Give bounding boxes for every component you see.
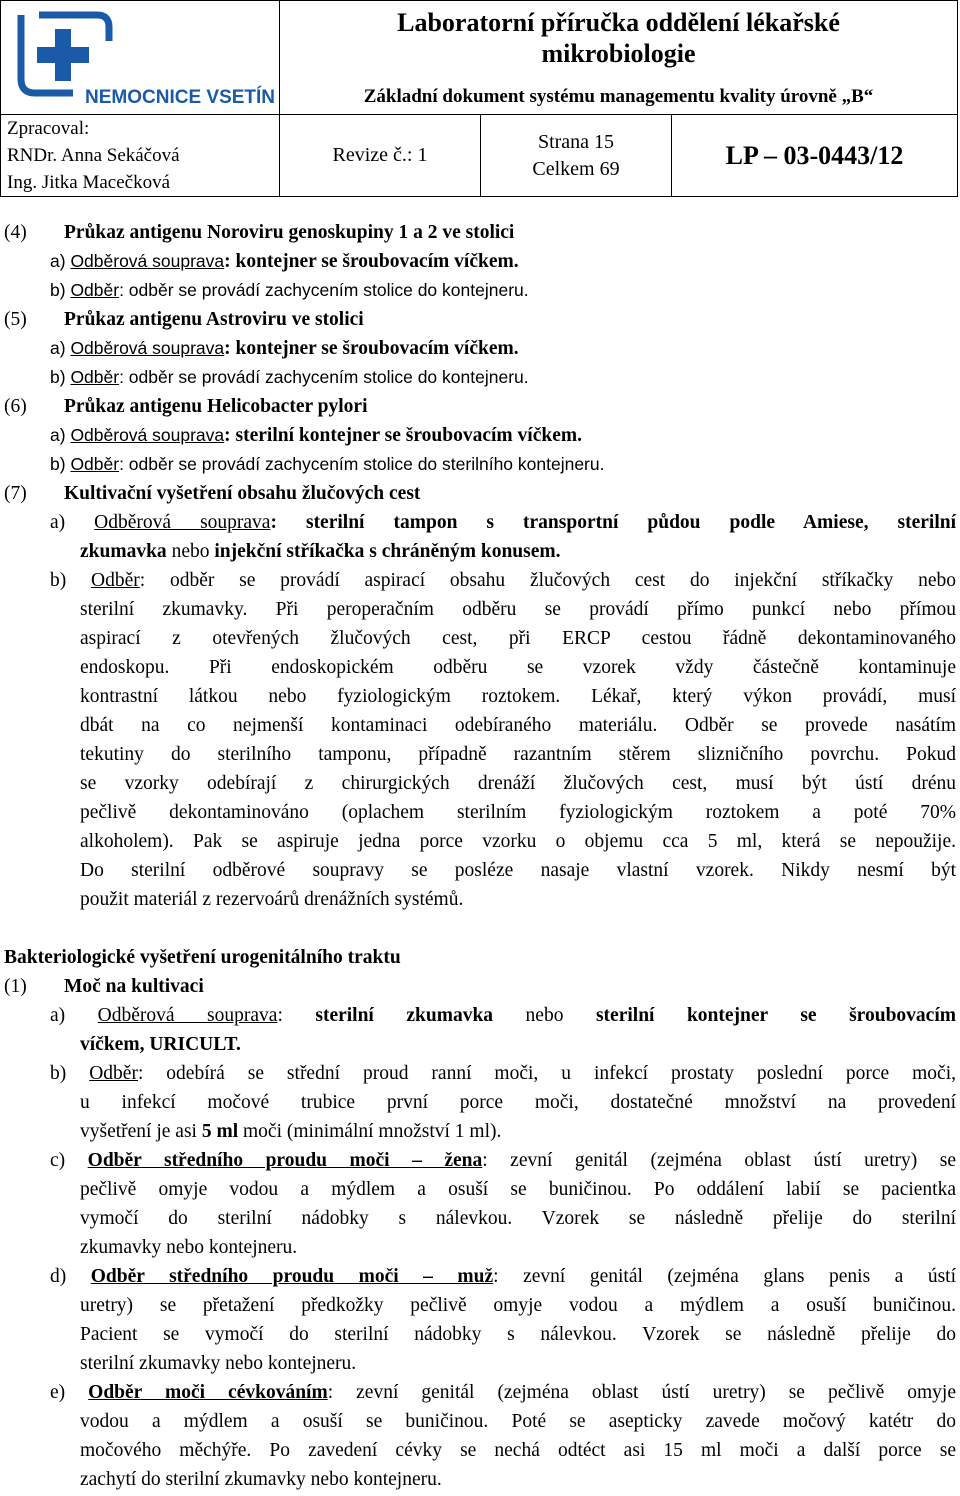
list-item-a — [0, 508, 960, 537]
sub-prefix: d) — [50, 1266, 91, 1287]
code-cell — [672, 115, 958, 197]
paragraph-line — [0, 798, 960, 827]
logo-cross-horizontal — [37, 47, 89, 63]
paragraph-text: dbát na co nejmenší kontaminaci odebíraného materiálu. Odběr se provede nasátím — [80, 715, 956, 736]
collection-text: : odběr se provádí zachycením stolice do sterilního kontejneru. — [119, 454, 605, 474]
revision-cell — [280, 115, 481, 197]
paragraph-line — [0, 1291, 960, 1320]
kit-bold-2: sterilní kontejner se šroubovacím — [595, 1005, 956, 1026]
paragraph-line — [0, 1320, 960, 1349]
item-title: Průkaz antigenu Astroviru ve stolici — [64, 309, 364, 330]
paragraph-text: vodou a mýdlem a osuší se buničinou. Poté se asepticky zavede močový katétr do — [80, 1411, 956, 1432]
paragraph-text: zkumavky nebo kontejneru. — [80, 1237, 298, 1258]
paragraph-text: tekutiny do sterilního tamponu, případně razantním stěrem slizničního povrchu. Pokud — [80, 744, 956, 765]
collection-label: Odběr — [89, 1063, 138, 1084]
procedure-text: : zevní genitál (zejména oblast ústí uretry) se pečlivě omyje — [327, 1382, 957, 1403]
paragraph-text: alkoholem). Pak se aspiruje jedna porce vzorku o objemu cca 5 ml, která se nepoužije. — [80, 831, 956, 852]
logo-frame-top-shape — [39, 15, 109, 41]
list-item-b — [0, 276, 960, 305]
paragraph-text: vyšetření je asi — [80, 1121, 202, 1142]
procedure-label: Odběr moči cévkováním — [88, 1382, 328, 1403]
document-title: Laboratorní příručka oddělení lékařské mikrobiologie — [397, 8, 840, 68]
prepared-label: Zpracoval: — [7, 118, 90, 139]
paragraph-line — [0, 1088, 960, 1117]
collection-text: : odběr se provádí zachycením stolice do kontejneru. — [119, 367, 529, 387]
volume-value: 5 ml — [201, 1121, 239, 1142]
sub-prefix: b) — [50, 454, 71, 474]
list-item-a — [0, 334, 960, 363]
kit-bold-1: zkumavka — [80, 541, 167, 562]
revision-label: Revize č.: 1 — [332, 144, 428, 166]
sub-prefix: a) — [50, 251, 71, 271]
sub-prefix: b) — [50, 280, 71, 300]
page-total: Celkem 69 — [532, 157, 620, 180]
list-item-a — [0, 1001, 960, 1030]
kit-sep: : — [277, 1005, 316, 1026]
paragraph-text: pečlivě dekontaminováno (oplachem sterilním fyziologickým roztokem a poté 70% — [80, 802, 956, 823]
sub-prefix: b) — [50, 1063, 90, 1084]
document-code: LP – 03-0443/12 — [725, 140, 904, 170]
collection-text-line-1: : odebírá se střední proud ranní moči, u infekcí prostaty poslední porce moči, — [137, 1063, 956, 1084]
list-item-a — [0, 247, 960, 276]
item-number: (1) — [4, 976, 27, 997]
item-title: Kultivační vyšetření obsahu žlučových cest — [64, 483, 421, 504]
section-heading — [0, 943, 960, 972]
page-number: Strana 15 — [537, 130, 615, 153]
paragraph-line — [0, 1407, 960, 1436]
paragraph-line — [0, 1436, 960, 1465]
item-number: (4) — [4, 222, 27, 243]
list-item-b — [0, 450, 960, 479]
paragraph-line — [0, 1175, 960, 1204]
paragraph-line — [0, 1465, 960, 1494]
kit-text-line-2: víčkem, URICULT. — [80, 1034, 241, 1055]
paragraph-line — [0, 827, 960, 856]
paragraph-text: sterilní zkumavky. Při peroperačním odběru se provádí přímo punkcí nebo přímou — [80, 599, 956, 620]
list-item-b — [0, 363, 960, 392]
authors-cell — [1, 115, 280, 197]
paragraph-line — [0, 856, 960, 885]
kit-bold-1: sterilní zkumavka — [315, 1005, 494, 1026]
paragraph-line — [0, 595, 960, 624]
paragraph-line — [0, 769, 960, 798]
list-item-c — [0, 1146, 960, 1175]
sub-prefix: a) — [50, 425, 71, 445]
page-cell — [481, 115, 672, 197]
kit-connector: nebo — [166, 541, 215, 562]
collection-label: Odběr — [70, 280, 120, 300]
list-item-a — [0, 421, 960, 450]
paragraph-text: Pacient se vymočí do sterilní nádobky s nálevkou. Vzorek se následně přelije do — [80, 1324, 956, 1345]
kit-label: Odběrová souprava — [70, 338, 225, 358]
kit-label: Odběrová souprava — [94, 512, 271, 533]
paragraph-text: u infekcí močové trubice první porce moči, dostatečné množství na provedení — [80, 1092, 956, 1113]
kit-text: : sterilní kontejner se šroubovacím víčkem. — [224, 425, 582, 446]
kit-text: : kontejner se šroubovacím víčkem. — [224, 338, 519, 359]
item-title: Průkaz antigenu Noroviru genoskupiny 1 a 2 ve stolici — [64, 222, 515, 243]
paragraph-text: uretry) se přetažení předkožky pečlivě omyje vodou a mýdlem a osuší buničinou. — [80, 1295, 956, 1316]
kit-connector: nebo — [493, 1005, 596, 1026]
paragraph-text: moči (minimální množství 1 ml). — [238, 1121, 502, 1142]
section-title: Bakteriologické vyšetření urogenitálního traktu — [4, 947, 401, 968]
sub-prefix: b) — [50, 367, 71, 387]
kit-label: Odběrová souprava — [70, 425, 225, 445]
list-item-b — [0, 566, 960, 595]
list-item-d — [0, 1262, 960, 1291]
list-item-e — [0, 1378, 960, 1407]
paragraph-line — [0, 1117, 960, 1146]
collection-label: Odběr — [91, 570, 140, 591]
paragraph-line — [0, 1233, 960, 1262]
item-number: (5) — [4, 309, 27, 330]
hospital-logo-icon — [1, 1, 279, 109]
paragraph-line — [0, 682, 960, 711]
kit-text: : kontejner se šroubovacím víčkem. — [224, 251, 519, 272]
collection-text-line-1: : odběr se provádí aspirací obsahu žlučových cest do injekční stříkačky nebo — [139, 570, 956, 591]
document-body — [0, 218, 960, 1494]
kit-bold-2: injekční stříkačka s chráněným konusem. — [214, 541, 561, 562]
paragraph-line — [0, 1204, 960, 1233]
paragraph-text: zachytí do sterilní zkumavky nebo kontejneru. — [80, 1469, 442, 1490]
collection-label: Odběr — [70, 454, 120, 474]
sub-prefix: e) — [50, 1382, 89, 1403]
logo-cell — [1, 1, 280, 115]
logo-text: NEMOCNICE VSETÍN — [85, 87, 276, 108]
list-item-a-cont — [0, 1030, 960, 1059]
paragraph-text: sterilní zkumavky nebo kontejneru. — [80, 1353, 357, 1374]
sub-prefix: a) — [50, 1005, 98, 1026]
list-item-heading — [0, 479, 960, 508]
sub-prefix: b) — [50, 570, 92, 591]
item-number: (7) — [4, 483, 27, 504]
author-2: Ing. Jitka Macečková — [7, 172, 171, 193]
item-number: (6) — [4, 396, 27, 417]
paragraph-text: Do sterilní odběrové soupravy se posléze nasaje vlastní vzorek. Nikdy nesmí být — [80, 860, 956, 881]
sub-prefix: a) — [50, 338, 71, 358]
paragraph-line — [0, 711, 960, 740]
collection-text: : odběr se provádí zachycením stolice do kontejneru. — [119, 280, 529, 300]
sub-prefix: a) — [50, 512, 95, 533]
paragraph-line — [0, 885, 960, 914]
paragraph-text: aspirací z otevřených žlučových cest, při ERCP cestou řádně dekontaminovaného — [80, 628, 956, 649]
sub-prefix: c) — [50, 1150, 88, 1171]
procedure-label: Odběr středního proudu moči – muž — [90, 1266, 494, 1287]
paragraph-line — [0, 740, 960, 769]
paragraph-text: použit materiál z rezervoárů drenážních systémů. — [80, 889, 464, 910]
collection-label: Odběr — [70, 367, 120, 387]
paragraph-text: kontrastní látkou nebo fyziologickým roztokem. Lékař, který výkon provádí, musí — [80, 686, 956, 707]
list-item-b — [0, 1059, 960, 1088]
procedure-text: : zevní genitál (zejména glans penis a ústí — [493, 1266, 956, 1287]
procedure-text: : zevní genitál (zejména oblast ústí uretry) se — [482, 1150, 956, 1171]
list-item-heading — [0, 392, 960, 421]
paragraph-text: pečlivě omyje vodou a mýdlem a osuší se buničinou. Po oddálení labií se pacientka — [80, 1179, 956, 1200]
list-item-heading — [0, 218, 960, 247]
paragraph-line — [0, 1349, 960, 1378]
list-item-heading — [0, 972, 960, 1001]
paragraph-text: močového měchýře. Po zavedení cévky se nechá odtéct asi 15 ml moči a další porce se — [80, 1440, 956, 1461]
list-item-heading — [0, 305, 960, 334]
list-item-a-cont — [0, 537, 960, 566]
paragraph-line — [0, 624, 960, 653]
paragraph-line — [0, 653, 960, 682]
paragraph-text: se vzorky odebírají z chirurgických drenáží žlučových cest, musí být ústí drénu — [80, 773, 956, 794]
kit-label: Odběrová souprava — [97, 1005, 278, 1026]
author-1: RNDr. Anna Sekáčová — [7, 145, 180, 166]
procedure-label: Odběr středního proudu moči – žena — [87, 1150, 483, 1171]
item-title: Průkaz antigenu Helicobacter pylori — [64, 396, 368, 417]
item-title: Moč na kultivaci — [64, 976, 204, 997]
kit-label: Odběrová souprava — [70, 251, 225, 271]
kit-text-line-1: : sterilní tampon s transportní půdou podle Amiese, sterilní — [270, 512, 956, 533]
header-title-cell — [280, 1, 958, 115]
document-header — [0, 0, 958, 197]
paragraph-text: vymočí do sterilní nádobky s nálevkou. Vzorek se následně přelije do sterilní — [80, 1208, 956, 1229]
document-subtitle: Základní dokument systému managementu kvality úrovně „B“ — [363, 86, 874, 107]
paragraph-text: endoskopu. Při endoskopickém odběru se vzorek vždy částečně kontaminuje — [80, 657, 956, 678]
